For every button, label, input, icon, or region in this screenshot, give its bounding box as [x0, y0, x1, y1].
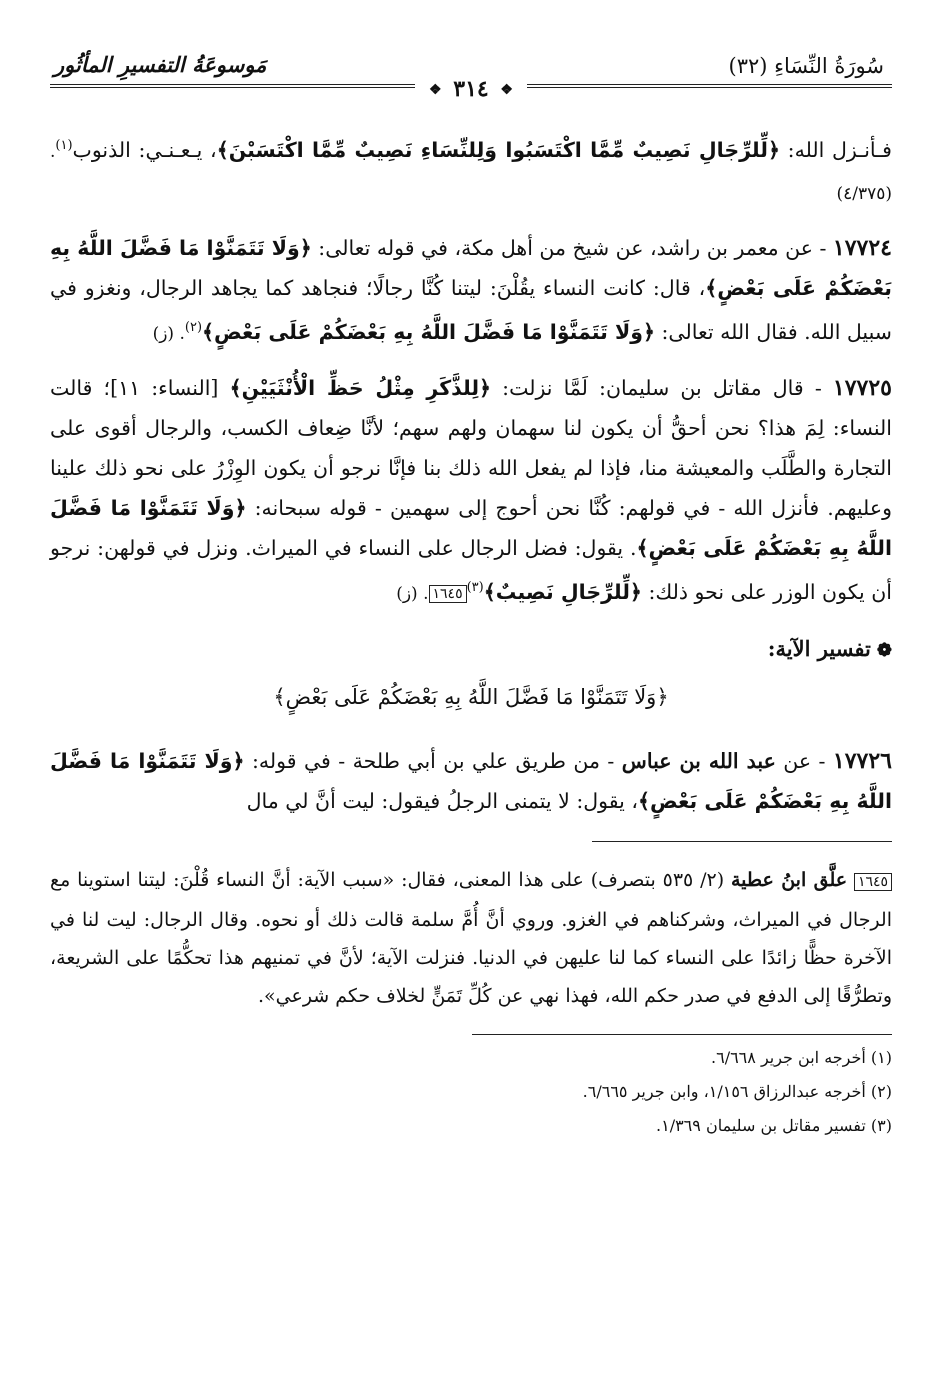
quran-verse: ﴿لِّلرِّجَالِ نَصِيبٌ مِّمَّا اكْتَسَبُوا وَلِلنِّسَاءِ نَصِيبٌ مِّمَّا اكْتَسَبْنَ﴾: [216, 137, 780, 162]
footnote-marker: (١): [55, 138, 73, 153]
commentary-author: علَّق ابنُ عطية: [730, 869, 848, 892]
narration-17726: ١٧٧٢٦ - عن عبد الله بن عباس - من طريق علي بن أبي طلحة - في قوله: ﴿وَلَا تَتَمَنَّوْا مَا فَضَّلَ اللَّهُ بِهِ بَعْضَكُمْ عَلَى بَعْضٍ﴾، يقول: لا يتمنى الرجلُ فيقول: ليت أنَّ لي مال: [50, 748, 892, 814]
page-header: [50, 48, 892, 102]
footnote-marker: (٣): [466, 579, 484, 595]
source-mark: . (ز): [152, 323, 185, 344]
quran-verse: ﴿وَلَا تَتَمَنَّوْا مَا فَضَّلَ اللَّهُ بِهِ بَعْضَكُمْ عَلَى بَعْضٍ﴾: [202, 319, 655, 344]
commentary-note: [50, 861, 892, 1015]
page-number-frame: [415, 78, 527, 101]
narration-17725: ١٧٧٢٥ - قال مقاتل بن سليمان: لَمَّا نزلت: ﴿لِلذَّكَرِ مِثْلُ حَظِّ الْأُنْثَيَيْنِ﴾ [النساء: ١١]؛ قالت النساء: لِمَ هذا؟ نحن أحقُّ أن يكون لنا سهمان ولهم سهم؛ لأنَّا ضِعاف الكسب، والرجال أقوى على التجارة والطَّلَب والمعيشة منا، فإذا لم يفعل الله ذلك بنا فإنَّا نرجو أن يكون الوِزْرُ على نحو ذلك علينا وعليهم. فأنزل الله - في قولهم: كُنَّا نحن أحوج إلى سهمين - قوله سبحانه: ﴿وَلَا تَتَمَنَّوْا مَا فَضَّلَ اللَّهُ بِهِ بَعْضَكُمْ عَلَى بَعْضٍ﴾. يقول: فضل الرجال على النساء في الميراث. ونزل في قولهن: نرجو أن يكون الوزر على نحو ذلك: ﴿لِّلرِّجَالِ نَصِيبٌ﴾$^{(٣)}$١٦٤٥. (ز): [50, 374, 893, 604]
narration-number: ١٧٧٢٤: [832, 234, 892, 261]
surah-title: سُورَةُ النِّسَاءِ (٣٢): [728, 54, 884, 78]
commentary-divider: [592, 841, 892, 842]
source-mark: . (ز): [396, 583, 429, 604]
section-title: تفسير الآية:: [767, 636, 871, 662]
footnotes-divider: [472, 1034, 892, 1035]
volume-reference: . (٤/٣٧٥): [50, 141, 892, 204]
footnote-3: (٣) تفسير مقاتل بن سليمان ١/٣٦٩.: [656, 1116, 892, 1136]
centered-quran-verse: ﴿وَلَا تَتَمَنَّوْا مَا فَضَّلَ اللَّهُ بِهِ بَعْضَكُمْ عَلَى بَعْضٍ﴾: [273, 685, 669, 710]
footnote-1: (١) أخرجه ابن جرير ٦/٦٦٨.: [711, 1048, 892, 1068]
footnote-2: (٢) أخرجه عبدالرزاق ١/١٥٦، وابن جرير ٦/٦٦٥.: [582, 1082, 892, 1102]
quran-verse: ﴿لِّلرِّجَالِ نَصِيبٌ﴾: [483, 579, 642, 604]
flower-icon: ❁: [876, 640, 892, 662]
ornament-icon: ❖: [429, 82, 442, 98]
commentary-text: (٢/ ٥٣٥ بتصرف) على هذا المعنى، فقال: «سبب الآية: أنَّ النساء قُلْنَ: ليتنا استوينا مع الرجال في الميراث، وشركناهم في الغزو. وروي أنَّ أُمَّ سلمة قالت ذلك أو نحوه. وقال الرجال: ليت لنا في الآخرة حظًّا زائدًا على النساء كما لنا عليهن في الدنيا. فنزلت الآية؛ لأنَّ في تمنيهم هذا تحكُّمًا على الشريعة، وتطرُّقًا إلى الدفع في صدر حكم الله، فهذا نهي عن كُلِّ تَمَنٍّ لخلاف حكم شرعي».: [50, 869, 892, 1008]
paragraph-intro: فـأنـزل الله: ﴿لِّلرِّجَالِ نَصِيبٌ مِّمَّا اكْتَسَبُوا وَلِلنِّسَاءِ نَصِيبٌ مِّمَّا اكْتَسَبْنَ﴾، يـعـنـي: الذنوب$^{(١)}$. (٤/٣٧٥): [50, 137, 892, 204]
quran-verse: ﴿وَلَا تَتَمَنَّوْا مَا فَضَّلَ اللَّهُ بِهِ بَعْضَكُمْ عَلَى بَعْضٍ﴾: [50, 235, 892, 300]
commentary-box-number: ١٦٤٥: [854, 873, 892, 891]
ornament-icon: ❖: [500, 82, 513, 98]
document-page: [50, 48, 893, 1136]
quran-verse: ﴿وَلَا تَتَمَنَّوْا مَا فَضَّلَ اللَّهُ بِهِ بَعْضَكُمْ عَلَى بَعْضٍ﴾: [50, 749, 892, 814]
footnote-marker: (٢): [184, 319, 203, 335]
commentary-box-number: ١٦٤٥: [429, 585, 467, 603]
quran-verse: ﴿وَلَا تَتَمَنَّوْا مَا فَضَّلَ اللَّهُ بِهِ بَعْضَكُمْ عَلَى بَعْضٍ﴾: [50, 495, 893, 560]
quran-verse: ﴿لِلذَّكَرِ مِثْلُ حَظِّ الْأُنْثَيَيْنِ﴾: [229, 375, 492, 400]
narration-17724: ١٧٧٢٤ - عن معمر بن راشد، عن شيخ من أهل مكة، في قوله تعالى: ﴿وَلَا تَتَمَنَّوْا مَا فَضَّلَ اللَّهُ بِهِ بَعْضَكُمْ عَلَى بَعْضٍ﴾، قال: كانت النساء يقُلْنَ: ليتنا كُنَّا رجالًا؛ فنجاهد كما يجاهد الرجال، ونغزو في سبيل الله. فقال الله تعالى: ﴿وَلَا تَتَمَنَّوْا مَا فَضَّلَ اللَّهُ بِهِ بَعْضَكُمْ عَلَى بَعْضٍ﴾$^{(٢)}$. (ز): [50, 234, 892, 344]
narration-number: ١٧٧٢٥: [832, 374, 892, 401]
book-title: مَوسوعَةُ التفسيرِ المأثُور: [54, 52, 267, 77]
section-heading: [50, 636, 892, 661]
page-content: [50, 126, 892, 1143]
page-number-block: [50, 78, 892, 101]
narration-number: ١٧٧٢٦: [832, 748, 892, 775]
page-number: ٣١٤: [453, 76, 489, 102]
narrator-name: عبد الله بن عباس: [621, 749, 776, 774]
